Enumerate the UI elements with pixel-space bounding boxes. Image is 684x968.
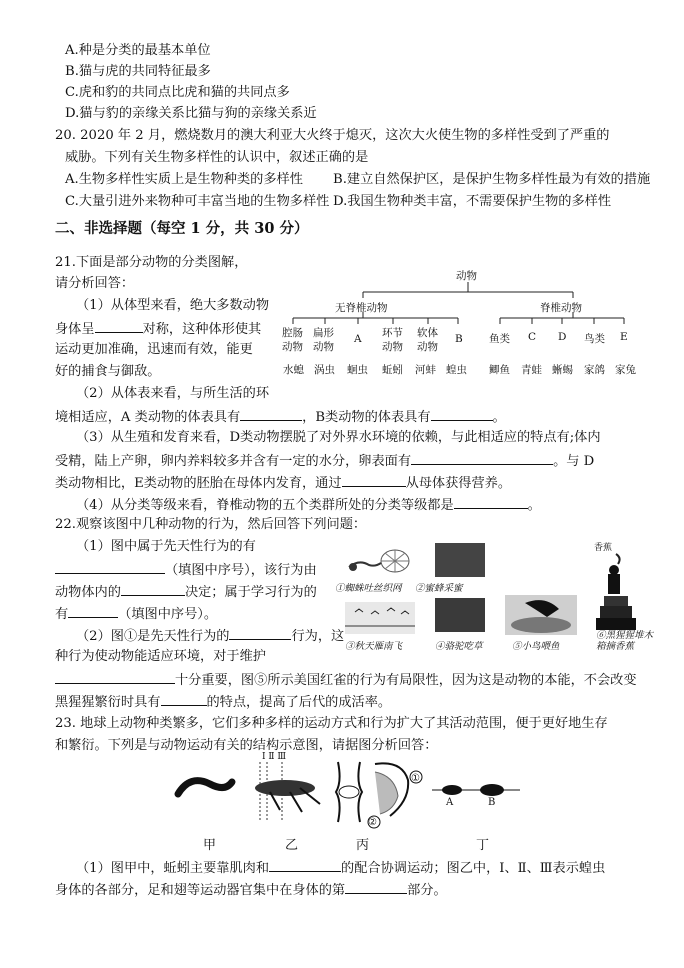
q22-p2-line1: （2）图①是先天性行为的 行为，这	[76, 626, 344, 645]
answer-blank[interactable]	[342, 473, 406, 487]
answer-blank[interactable]	[454, 495, 528, 509]
q21-p1-line1: （1）从体型来看，绝大多数动物	[76, 298, 270, 313]
figure-label-yi: 乙	[285, 838, 299, 853]
tree-group: E	[620, 331, 628, 343]
q22-stem: 22.观察该图中几种动物的行为，然后回答下列问题：	[55, 517, 367, 532]
tree-animal: 家鸽	[584, 364, 605, 376]
q23-p1-line2: 身体的各部分，足和翅等运动器官集中在身体的第 部分。	[55, 880, 447, 899]
answer-blank[interactable]	[240, 407, 302, 421]
answer-blank[interactable]	[229, 626, 291, 640]
q21-p3-line3: 类动物相比，E类动物的胚胎在母体内发育，通过 从母体获得营养。	[55, 473, 511, 492]
tree-group-suffix: 动物	[417, 341, 438, 353]
muscle-spindle-drawing	[432, 784, 520, 796]
q21-prompt: 请分析回答：	[55, 276, 135, 291]
answer-blank[interactable]	[431, 407, 493, 421]
q19-option-a: A.种是分类的最基本单位	[65, 43, 211, 58]
tree-animal: 蚯蚓	[382, 364, 403, 376]
caption-4: ④骆驼吃草	[435, 641, 483, 652]
q22-p2-line4: 黑猩猩繁衍时具有 的特点，提高了后代的成活率。	[55, 692, 391, 711]
tree-group-suffix: 动物	[382, 341, 403, 353]
chimpanzee-boxes-image	[594, 552, 640, 632]
q20-option-a: A.生物多样性实质上是生物种类的多样性	[65, 172, 303, 187]
q22-p1-line1: （1）图中属于先天性行为的有	[76, 539, 256, 554]
tree-group: 扁形	[313, 327, 334, 339]
q21-p3-line2: 受精，陆上产卵，卵内养料较多并含有一定的水分，卵表面有 。与 D	[55, 451, 594, 470]
caption-5: ⑤小鸟喂鱼	[512, 641, 560, 652]
q21-p2-line1: （2）从体表来看，与所生活的环	[76, 386, 270, 401]
q19-option-d: D.猫与豹的亲缘关系比猫与狗的亲缘关系近	[65, 106, 317, 121]
answer-blank[interactable]	[55, 670, 175, 684]
q20-option-c: C.大量引进外来物种可丰富当地的生物多样性	[65, 194, 330, 209]
q22-p2-line3: 十分重要，图⑤所示美国红雀的行为有局限性，因为这是动物的本能，不会改变	[55, 670, 637, 689]
joint-drawing	[336, 762, 362, 822]
figure-label-ding: 丁	[476, 838, 490, 853]
camel-photo	[435, 598, 485, 632]
tree-group: 环节	[382, 327, 403, 339]
tree-animal: 蝗虫	[446, 364, 467, 376]
q23-stem-line1: 23. 地球上动物种类繁多，它们多种多样的运动方式和行为扩大了其活动范围，便于更好地生存	[55, 716, 608, 731]
tree-group-suffix: 动物	[313, 341, 334, 353]
tree-vertebrate: 脊椎动物	[540, 302, 582, 314]
section-heading: 二、非选择题（每空 1 分，共 30 分）	[55, 220, 309, 237]
tree-animal: 河蚌	[415, 364, 436, 376]
spider-web-image	[345, 545, 415, 581]
q21-p2-line2: 境相适应，A 类动物的体表具有 ，B类动物的体表具有 。	[55, 407, 506, 426]
answer-blank[interactable]	[121, 582, 185, 596]
q22-p1-line3: 动物体内的 决定；属于学习行为的	[55, 582, 317, 601]
movement-structures-figure	[170, 752, 530, 830]
answer-blank[interactable]	[411, 451, 553, 465]
label-a: A	[446, 797, 454, 808]
q23-stem-line2: 和繁衍。下列是与动物运动有关的结构示意图，请据图分析回答：	[55, 738, 438, 753]
q20-stem-line2: 威胁。下列有关生物多样性的认识中，叙述正确的是	[65, 150, 369, 165]
tree-invertebrate: 无脊椎动物	[335, 302, 388, 314]
tree-animal: 家兔	[615, 364, 636, 376]
answer-blank[interactable]	[95, 319, 143, 333]
label-circle-1: ①	[411, 773, 420, 784]
answer-blank[interactable]	[55, 560, 165, 574]
caption-6: ⑥黑猩猩堆木箱摘香蕉	[596, 630, 654, 652]
grasshopper-segment-labels: Ⅰ Ⅱ Ⅲ	[262, 752, 287, 762]
banana-label: 香蕉	[594, 543, 613, 553]
q19-option-b: B.猫与虎的共同特征最多	[65, 64, 211, 79]
tree-animal: 蜥蜴	[552, 364, 573, 376]
tree-animal: 涡虫	[314, 364, 335, 376]
q22-p2-line2: 种行为使动物能适应环境，对于维护	[55, 649, 266, 664]
tree-group: B	[455, 333, 463, 345]
tree-group: A	[354, 333, 362, 345]
q20-option-d: D.我国生物种类丰富，不需要保护生物的多样性	[333, 194, 612, 209]
caption-3: ③秋天雁南飞	[345, 641, 403, 652]
figure-label-bing: 丙	[356, 838, 370, 853]
tree-animal: 青蛙	[521, 364, 542, 376]
bird-feeding-fish-image	[505, 595, 577, 635]
tree-group: 鸟类	[584, 333, 605, 345]
q22-p1-line2: （填图中序号），该行为由	[55, 560, 317, 579]
tree-root: 动物	[456, 270, 477, 282]
tree-animal: 蛔虫	[347, 364, 368, 376]
caption-1: ①蜘蛛吐丝织网	[335, 583, 402, 594]
bee-photo	[435, 543, 485, 577]
tree-animal: 水螅	[283, 364, 304, 376]
geese-image	[345, 602, 415, 634]
figure-label-jia: 甲	[203, 838, 217, 853]
tree-group: D	[558, 331, 567, 343]
q21-stem: 21.下面是部分动物的分类图解，	[55, 255, 248, 270]
answer-blank[interactable]	[68, 604, 118, 618]
tree-group: C	[528, 331, 537, 343]
q20-option-b: B.建立自然保护区，是保护生物多样性最为有效的措施	[333, 172, 651, 187]
tree-group: 鱼类	[489, 333, 510, 345]
q21-p1-line3: 运动更加准确，迅速而有效，能更	[55, 342, 253, 357]
tree-group-suffix: 动物	[282, 341, 303, 353]
q21-p3-line1: （3）从生殖和发育来看，D类动物摆脱了对外界水环境的依赖，与此相适应的特点有;体内	[76, 430, 601, 445]
q21-p1-line2: 身体呈 对称，这种体形使其	[55, 319, 261, 338]
answer-blank[interactable]	[345, 880, 407, 894]
answer-blank[interactable]	[161, 692, 207, 706]
caption-2: ②蜜蜂采蜜	[415, 583, 463, 594]
tree-group: 软体	[417, 327, 438, 339]
grasshopper-drawing	[255, 762, 320, 822]
label-b: B	[488, 797, 496, 808]
q23-p1-line1: （1）图甲中，蚯蚓主要靠肌肉和 的配合协调运动；图乙中，Ⅰ、Ⅱ、Ⅲ表示蝗虫	[76, 858, 605, 877]
tree-group: 腔肠	[282, 327, 303, 339]
q21-p4: （4）从分类等级来看，脊椎动物的五个类群所处的分类等级都是 。	[76, 495, 541, 514]
answer-blank[interactable]	[269, 858, 341, 872]
q20-stem-line1: 20. 2020 年 2 月，燃烧数月的澳大利亚大火终于熄灭，这次大火使生物的多样性受到了严重的	[55, 128, 610, 143]
q19-option-c: C.虎和豹的共同点比虎和猫的共同点多	[65, 85, 290, 100]
q22-p1-line4: 有 （填图中序号）。	[55, 604, 217, 623]
label-circle-2: ②	[368, 817, 377, 828]
tree-animal: 鲫鱼	[489, 364, 510, 376]
q21-p1-line4: 好的捕食与御敌。	[55, 364, 161, 379]
